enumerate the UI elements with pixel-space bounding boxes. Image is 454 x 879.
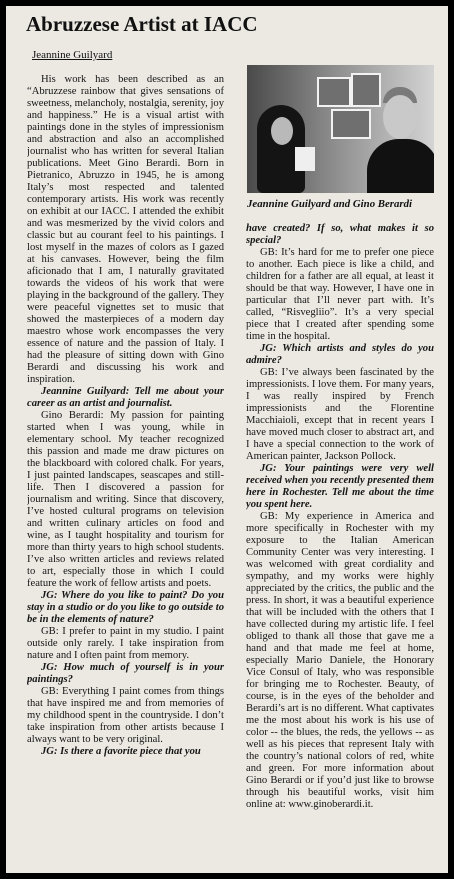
interview-question: Jeannine Guilyard: Tell me about your career as an artist and journalist.: [27, 386, 224, 409]
interview-question: JG: Which artists and styles do you admire?: [246, 343, 434, 366]
wall-painting: [351, 73, 381, 107]
article-paragraph: His work has been described as an “Abruzzese rainbow that gives sensations of sweetness, melancholy, nostalgia, serenity, joy and happiness.” He is a visual artist with paintings done in the styles of impressionism and abstraction and also an accomplished journalist who has written for several Italian publications. Meet Gino Berardi. Born in Pietranico, Abruzzo in 1945, he is among Italy’s most respected and talented contemporary artists. His work was recently on exhibit at our IACC. I attended the exhibit and was mesmerized by the vivid colors and classic but au courant feel to his paintings. I lost myself in the mazes of colors as I gazed at his canvases. However, being the film aficionado that I am, I naturally gravitated towards the videos of his work that were playing in the background of the gallery. They were peaceful vignettes set to music that showed the masterpieces of a modern day maestro whose work encompasses the very essence of nature and the passion of Italy. I had the pleasure of sitting down with Gino Berardi and discussing his work and inspiration.: [27, 74, 224, 385]
article-paragraph: GB: Everything I paint comes from things that have inspired me and from memories of my childhood spent in the countryside. I don’t take inspiration from other artists because I always want to be very original.: [27, 686, 224, 745]
newspaper-page: [6, 6, 448, 873]
article-paragraph: GB: My experience in America and more specifically in Rochester with my exposure to the Italian American Community Center was very interesting. I was welcomed with great cordiality and sympathy, and my works were highly appreciated by the critics, the public and the press. In short, it was a beautiful experience that will be included with the others that I have collected during my artistic life. I feel obliged to thank all those that gave me a hand and that made me feel at home, especially Mario Daniele, the Honorary Vice Consul of Italy, who was responsible for bringing me to Rochester. Beauty, of course, is in the eyes of the beholder and Berardi’s art is no different. What captivates me the most about his work is his use of color -- the blues, the reds, the yellows -- as well as his pieces that represent Italy with the country’s national colors of red, white and green. For more information about Gino Berardi or if you’d just like to browse through his beautiful works, visit him online at: www.ginoberardi.it.: [246, 511, 434, 810]
interview-question: JG: Your paintings were very well received when you recently presented them here in Rochester. Tell me about the time you spent here.: [246, 463, 434, 510]
held-paper: [295, 147, 315, 171]
article-paragraph: GB: I prefer to paint in my studio. I paint outside only rarely. I take inspiration from nature and I often paint from memory.: [27, 626, 224, 661]
photo-caption: Jeannine Guilyard and Gino Berardi: [247, 198, 412, 210]
interview-question: JG: Where do you like to paint? Do you stay in a studio or do you like to go outside to be in the elements of nature?: [27, 590, 224, 625]
bleed-through-text: [328, 14, 448, 56]
article-byline: Jeannine Guilyard: [32, 49, 113, 61]
article-photo: [247, 65, 434, 193]
interview-question: have created? If so, what makes it so special?: [246, 223, 434, 246]
interview-question: JG: How much of yourself is in your paintings?: [27, 662, 224, 685]
easel-painting: [331, 109, 371, 139]
woman-face: [271, 117, 293, 145]
article-column-right: [246, 223, 434, 863]
man-figure: [367, 139, 434, 193]
interview-question: JG: Is there a favorite piece that you: [41, 746, 201, 757]
article-column-left: [27, 74, 224, 864]
article-title: Abruzzese Artist at IACC: [26, 12, 258, 36]
man-face: [383, 95, 417, 139]
article-paragraph: GB: I’ve always been fascinated by the impressionists. I love them. For many years, I was really inspired by French impressionists and the Florentine Macchiaioli, except that in recent years I have moved much closer to abstract art, and I have a special connection to the work of American painter, Jackson Pollock.: [246, 367, 434, 462]
wall-painting: [317, 77, 351, 107]
article-paragraph: Gino Berardi: My passion for painting started when I was young, while in elementary school. My teacher recognized this passion and made me draw pictures on the blackboard with colored chalk. For years, I just painted landscapes, seascapes and still-life. Then I discovered a passion for journalism and writing. Since that discovery, I’ve hosted cultural programs on television and written culinary articles on food and wine, as I taught hospitality and tourism for more than thirty years to high school students. I’ve also written articles and reviews related to art, especially those in which I could feature the work of fellow artists and poets.: [27, 410, 224, 589]
article-paragraph: GB: It’s hard for me to prefer one piece to another. Each piece is like a child, and children for a father are all equal, at least it should be that way. However, I have one in particular that I’ll never part with. It’s called, “Risvegliio”. It’s a very special piece that I created after spending some time in the hospital.: [246, 247, 434, 342]
